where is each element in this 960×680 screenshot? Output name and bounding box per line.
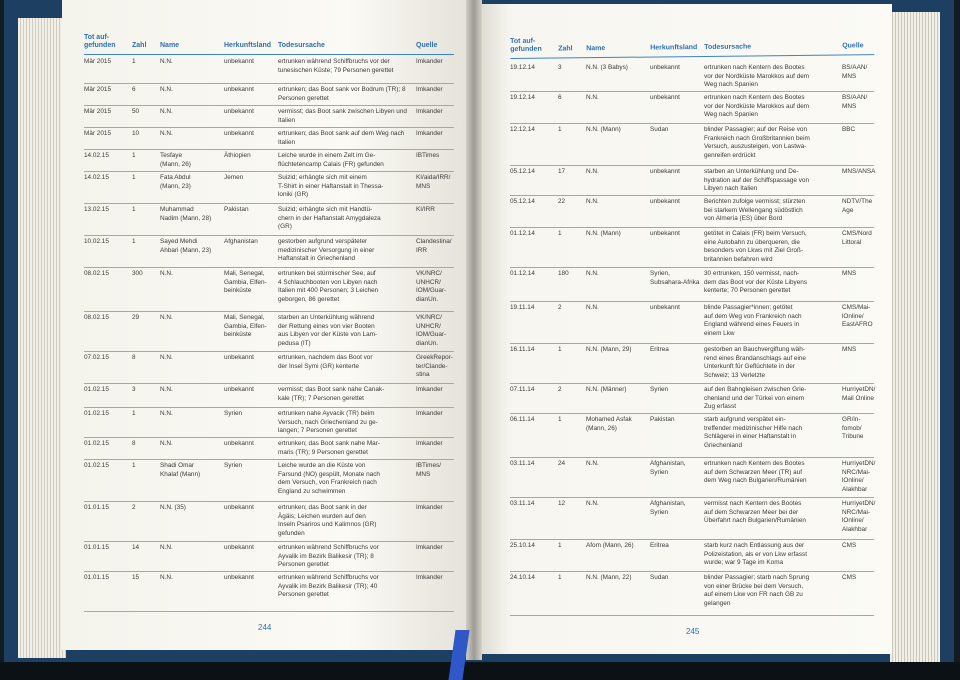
cell-date: 03.11.14	[510, 460, 535, 467]
cell-source: NDTV/The Age	[842, 198, 873, 214]
cell-date: Mär 2015	[84, 86, 111, 93]
book-gutter	[466, 0, 482, 660]
cell-number: 24	[558, 460, 566, 467]
cell-date: 01.02.15	[84, 440, 109, 447]
cell-date: 10.02.15	[84, 238, 109, 245]
cell-origin: Jemen	[224, 174, 244, 181]
cell-origin: unbekannt	[224, 544, 254, 551]
cell-number: 2	[132, 504, 136, 511]
cell-cause: ertrunken; das Boot sank in der Ägäis; Leichen wurden auf den Inseln Psariros und Kalimnos (GR) gefunden	[278, 504, 377, 537]
cell-cause: 30 ertrunken, 150 vermisst, nach- dem das Boot vor der Küste Libyens kenterte; 70 Personen gerettet	[704, 270, 808, 295]
cell-source: BBC	[842, 126, 856, 133]
cell-source: CMS	[842, 574, 857, 581]
table-row	[84, 268, 454, 312]
cell-cause: ertrunken nach Kentern des Bootes vor der Nordküste Marokkos auf dem Weg nach Spanien	[704, 64, 810, 89]
cell-source: CMS	[842, 542, 857, 549]
cell-source: MNS	[842, 270, 857, 277]
cell-source: IBTimes	[416, 152, 440, 159]
cell-source: KI/aida/IRR/ MNS	[416, 174, 451, 190]
cell-number: 1	[132, 152, 136, 159]
cell-source: IBTimes/ MNS	[416, 462, 441, 478]
cell-origin: Syrien, Subsahara-Afrika	[650, 270, 700, 286]
cell-cause: vermisst; das Boot sank zwischen Libyen und Italien	[278, 108, 407, 124]
cell-number: 8	[132, 440, 136, 447]
table-row	[84, 150, 454, 172]
cell-date: 07.02.15	[84, 354, 109, 361]
cell-date: 12.12.14	[510, 126, 535, 133]
cell-date: 01.02.15	[84, 410, 109, 417]
header-name: Name	[160, 42, 180, 49]
header-date: Tot auf- gefunden	[84, 34, 116, 49]
cell-date: 03.11.14	[510, 500, 535, 507]
cell-origin: unbekannt	[224, 386, 254, 393]
cell-cause: starb aufgrund verspätet ein- treffender medizinischer Hilfe nach Schlägerei in einer Haftanstalt in Griechenland	[704, 416, 803, 449]
cell-cause: ertrunken, nachdem das Boot vor der Insel Symi (GR) kenterte	[278, 354, 373, 370]
cell-number: 12	[558, 500, 566, 507]
cell-origin: Eritrea	[650, 542, 669, 549]
header-number: Zahl	[558, 45, 573, 53]
cell-date: 01.12.14	[510, 230, 535, 237]
cell-date: 14.02.15	[84, 152, 109, 159]
cell-origin: unbekannt	[224, 86, 254, 93]
cell-source: Imkander	[416, 108, 443, 115]
right-page	[478, 4, 892, 654]
header-date: Tot auf- gefunden	[510, 37, 542, 53]
cell-date: 06.11.14	[510, 416, 535, 423]
table-row	[510, 166, 874, 196]
cell-number: 3	[558, 64, 562, 71]
cell-source: BS/AAN/ MNS	[842, 64, 868, 80]
cell-cause: Berichten zufolge vermisst; stürzten bei starkem Wellengang südöstlich von Almería (ES) über Bord	[704, 198, 806, 223]
cell-number: 17	[558, 168, 566, 175]
table-row	[84, 438, 454, 460]
cell-origin: unbekannt	[650, 94, 680, 101]
table-row	[84, 236, 454, 268]
cell-cause: starben an Unterkühlung während der Rettung eines von vier Booten aus Libyen vor der Küste von Lam- pedusa (IT)	[278, 314, 378, 347]
table-row	[510, 124, 874, 166]
table-row	[84, 502, 454, 542]
table-row	[510, 414, 874, 458]
cell-source: BS/AAN/ MNS	[842, 94, 868, 110]
cell-number: 2	[558, 386, 562, 393]
cell-source: VK/NRC/ UNHCR/ IOM/Guar- dianUn.	[416, 314, 447, 347]
cell-number: 1	[558, 126, 562, 133]
cell-cause: getötet in Calais (FR) beim Versuch, eine Autobahn zu überqueren, die besonders von Lkws mit Ziel Groß- britannien befahren wird	[704, 230, 807, 263]
cell-name: N.N. (Mann, 29)	[586, 346, 632, 353]
cell-cause: ertrunken nach Kentern des Bootes auf dem Schwarzen Meer (TR) auf dem Weg nach Bulgarien/Rumänien	[704, 460, 807, 485]
cell-name: N.N.	[160, 354, 173, 361]
cell-number: 1	[132, 410, 136, 417]
cell-date: Mär 2015	[84, 130, 111, 137]
cell-name: N.N.	[160, 270, 173, 277]
header-origin: Herkunftsland	[224, 42, 272, 49]
cell-name: N.N. (Mann)	[586, 230, 621, 237]
cell-number: 1	[132, 58, 136, 65]
header-number: Zahl	[132, 42, 147, 49]
table-row	[510, 62, 874, 92]
cell-source: GreekRepor- ter/Clande- stina	[416, 354, 453, 379]
cell-date: 05.12.14	[510, 168, 535, 175]
cell-name: N.N.	[160, 108, 173, 115]
table-row	[84, 56, 454, 84]
header-source: Quelle	[416, 42, 438, 49]
cell-origin: unbekannt	[224, 108, 254, 115]
cell-source: MNS	[842, 346, 857, 353]
cell-name: N.N.	[160, 574, 173, 581]
cell-origin: unbekannt	[224, 504, 254, 511]
cell-origin: Afghanistan, Syrien	[650, 460, 686, 476]
cell-origin: unbekannt	[650, 168, 680, 175]
table-header	[84, 26, 454, 55]
cell-date: 01.01.15	[84, 544, 109, 551]
cell-name: Muhammad Nadim (Mann, 28)	[160, 206, 212, 222]
cell-name: N.N. (35)	[160, 504, 186, 511]
cell-source: Imkander	[416, 410, 443, 417]
cell-source: Imkander	[416, 130, 443, 137]
cell-number: 14	[132, 544, 140, 551]
cell-date: 13.02.15	[84, 206, 109, 213]
cell-number: 1	[132, 206, 136, 213]
cell-date: 08.02.15	[84, 314, 109, 321]
page-number: 245	[686, 627, 700, 636]
cell-name: Fata Abdul (Mann, 23)	[160, 174, 191, 190]
table-surface	[0, 662, 960, 680]
cell-number: 29	[132, 314, 140, 321]
cell-number: 1	[132, 462, 136, 469]
cell-origin: Äthiopien	[224, 152, 251, 159]
cell-cause: ertrunken nach Kentern des Bootes vor der Nordküste Marokkos auf dem Weg nach Spanien	[704, 94, 810, 119]
cell-number: 22	[558, 198, 566, 205]
cell-origin: unbekannt	[224, 130, 254, 137]
cell-source: CMS/Nord Littoral	[842, 230, 872, 246]
cell-date: 01.02.15	[84, 462, 109, 469]
cell-date: 01.02.15	[84, 386, 109, 393]
cell-number: 10	[132, 130, 140, 137]
cell-name: N.N.	[160, 58, 173, 65]
cell-name: N.N.	[160, 386, 173, 393]
cell-date: 25.10.14	[510, 542, 535, 549]
cell-source: HurriyetDN/ NRC/Mai- lOnline/ Alakhbar	[842, 500, 876, 533]
header-name: Name	[586, 45, 606, 53]
cell-date: 01.12.14	[510, 270, 535, 277]
cell-name: N.N.	[586, 168, 599, 175]
cell-number: 50	[132, 108, 140, 115]
cell-cause: Suizid; erhängte sich mit einem T-Shirt in einer Haftanstalt in Thessa- loniki (GR)	[278, 174, 384, 199]
cell-name: N.N.	[586, 198, 599, 205]
cell-number: 1	[558, 416, 562, 423]
cell-source: Imkander	[416, 58, 443, 65]
cell-cause: starb kurz nach Entlassung aus der Polizeistation, als er von Lkw erfasst wurde; war 9 Tage im Koma	[704, 542, 808, 567]
cell-date: 16.11.14	[510, 346, 535, 353]
cell-origin: unbekannt	[650, 198, 680, 205]
cell-cause: Suizid; erhängte sich mit Handtü- chern in der Haftanstalt Amygdaleza (GR)	[278, 206, 381, 231]
cell-cause: ertrunken; das Boot sank vor Bodrum (TR); 8 Personen gerettet	[278, 86, 406, 102]
cell-cause: Leiche wurde an die Küste von Farsund (NO) gespült, Monate nach dem Versuch, von Frankreich nach England zu schwimmen	[278, 462, 380, 495]
right-page-edges	[890, 12, 940, 662]
table-row	[84, 572, 454, 612]
cell-origin: unbekannt	[224, 58, 254, 65]
cell-cause: gestorben an Bauchvergiftung wäh- rend eines Brandanschlags auf eine Unterkunft für Geflüchtete in der Schweiz; 13 Verletzte	[704, 346, 806, 379]
cell-cause: ertrunken während Schiffbruchs vor Ayvalik im Bezirk Balikesir (TR); 40 Personen gerettet	[278, 574, 379, 599]
cell-number: 3	[132, 386, 136, 393]
cell-date: Mär 2015	[84, 108, 111, 115]
cell-source: KI/IRR	[416, 206, 435, 213]
cell-cause: ertrunken während Schiffbruchs vor der tunesischen Küste; 79 Personen gerettet	[278, 58, 394, 74]
cell-name: Afom (Mann, 26)	[586, 542, 634, 549]
cell-name: N.N.	[586, 94, 599, 101]
cell-source: HurriyetDN/ Mail Online	[842, 386, 876, 402]
cell-date: 01.01.15	[84, 504, 109, 511]
cell-source: VK/NRC/ UNHCR/ IOM/Guar- dianUn.	[416, 270, 447, 303]
cell-origin: unbekannt	[224, 354, 254, 361]
cell-origin: Syrien	[224, 462, 243, 469]
cell-name: N.N. (Mann)	[586, 126, 621, 133]
table-row	[510, 196, 874, 228]
cell-number: 1	[558, 346, 562, 353]
cell-name: Sayed Mehdi Ahbari (Mann, 23)	[160, 238, 212, 254]
table-row	[510, 92, 874, 124]
cell-name: N.N.	[586, 270, 599, 277]
cell-origin: unbekannt	[224, 574, 254, 581]
cell-source: GR/in- fomob/ Tribune	[842, 416, 864, 441]
cell-cause: auf den Bahngleisen zwischen Grie- chenland und der Türkei von einem Zug erfasst	[704, 386, 807, 411]
cell-name: N.N.	[586, 304, 599, 311]
cell-date: 19.12.14	[510, 94, 535, 101]
cell-date: Mär 2015	[84, 58, 111, 65]
cell-source: Imkander	[416, 544, 443, 551]
cell-cause: Leiche wurde in einem Zelt im Ge- flüchtetencamp Calais (FR) gefunden	[278, 152, 384, 168]
cell-number: 1	[558, 574, 562, 581]
cell-source: Imkander	[416, 386, 443, 393]
cell-origin: Afghanistan	[224, 238, 258, 245]
table-row	[84, 542, 454, 572]
cell-date: 19.12.14	[510, 64, 535, 71]
cell-cause: ertrunken bei stürmischer See, auf 4 Schlauchbooten von Libyen nach Italien mit 400 Personen; 3 Leichen geborgen, 86 gerettet	[278, 270, 379, 303]
table-row	[84, 312, 454, 352]
cell-date: 08.02.15	[84, 270, 109, 277]
table-row	[510, 302, 874, 344]
cell-origin: Eritrea	[650, 346, 669, 353]
cell-name: N.N.	[160, 86, 173, 93]
cell-name: Mohamed Asfak (Mann, 26)	[586, 416, 632, 432]
table-row	[84, 408, 454, 438]
table-row	[84, 352, 454, 384]
cell-source: Imkander	[416, 504, 443, 511]
cell-date: 05.12.14	[510, 198, 535, 205]
header-source: Quelle	[842, 42, 864, 50]
cell-cause: starben an Unterkühlung und De- hydration auf der Schiffspassage von Libyen nach Italien	[704, 168, 810, 193]
cell-cause: vermisst; das Boot sank nahe Canak- kale (TR); 7 Personen gerettet	[278, 386, 385, 402]
cell-origin: Syrien	[224, 410, 243, 417]
cell-name: N.N. (3 Babys)	[586, 64, 628, 71]
cell-origin: unbekannt	[650, 64, 680, 71]
table-row	[84, 128, 454, 150]
cell-source: Imkander	[416, 574, 443, 581]
cell-date: 01.01.15	[84, 574, 109, 581]
cell-name: N.N.	[160, 410, 173, 417]
table-row	[510, 572, 874, 616]
cell-name: N.N.	[160, 130, 173, 137]
cell-source: Clandestina/ IRR	[416, 238, 452, 254]
table-row	[84, 384, 454, 408]
cell-number: 2	[558, 304, 562, 311]
cell-origin: Pakistan	[650, 416, 675, 423]
cell-cause: ertrunken; das Boot sank nahe Mar- maris (TR); 9 Personen gerettet	[278, 440, 380, 456]
cell-name: N.N. (Männer)	[586, 386, 627, 393]
cell-name: N.N.	[586, 460, 599, 467]
cell-number: 180	[558, 270, 569, 277]
cell-number: 1	[132, 174, 136, 181]
cell-number: 1	[558, 230, 562, 237]
cell-number: 300	[132, 270, 143, 277]
cell-date: 24.10.14	[510, 574, 535, 581]
cell-origin: unbekannt	[650, 230, 680, 237]
cell-origin: unbekannt	[650, 304, 680, 311]
table-row	[510, 540, 874, 572]
table-row	[510, 268, 874, 302]
table-row	[84, 204, 454, 236]
header-cause: Todesursache	[704, 43, 752, 51]
cell-source: HurriyetDN/ NRC/Mai- lOnline/ Alakhbar	[842, 460, 876, 493]
table-row	[84, 460, 454, 502]
table-row	[510, 344, 874, 384]
cell-origin: Sudan	[650, 574, 669, 581]
header-origin: Herkunftsland	[650, 44, 698, 52]
table-row	[84, 172, 454, 204]
cell-source: MNS/ANSA	[842, 168, 876, 175]
cell-name: N.N.	[160, 544, 173, 551]
cell-cause: vermisst nach Kentern des Bootes auf dem Schwarzen Meer bei der Überfahrt nach Bulgarien/Rumänien	[704, 500, 806, 525]
cell-origin: Syrien	[650, 386, 669, 393]
cell-number: 1	[132, 238, 136, 245]
cell-cause: blinde Passagier*innen; getötet auf dem Weg von Frankreich nach England während eines Feuers in einem Lkw	[704, 304, 802, 337]
cell-origin: Afghanistan, Syrien	[650, 500, 686, 516]
table-header	[510, 26, 874, 59]
cell-date: 07.11.14	[510, 386, 535, 393]
cell-name: Shadi Omar Khalaf (Mann)	[160, 462, 201, 478]
cell-number: 8	[132, 354, 136, 361]
table-row	[510, 458, 874, 498]
table-row	[510, 384, 874, 414]
cell-cause: gestorben aufgrund verspäteter medizinischer Versorgung in einer Haftanstalt in Griechenland	[278, 238, 375, 263]
cell-source: CMS/Mai- lOnline/ EastAFRO	[842, 304, 873, 329]
cell-origin: Mali, Senegal, Gambia, Elfen- beinküste	[224, 270, 267, 295]
table-row	[84, 106, 454, 128]
cell-origin: Sudan	[650, 126, 669, 133]
cell-name: N.N. (Mann, 22)	[586, 574, 632, 581]
cell-source: Imkander	[416, 440, 443, 447]
cell-number: 6	[132, 86, 136, 93]
header-cause: Todesursache	[278, 42, 325, 49]
cell-number: 6	[558, 94, 562, 101]
cell-name: N.N.	[586, 500, 599, 507]
cell-cause: blinder Passagier; auf der Reise von Frankreich nach Großbritannien beim Versuch, auszusteigen, von Lastwa- genreifen erdrückt	[704, 126, 810, 159]
cell-source: Imkander	[416, 86, 443, 93]
cell-name: Tesfaye (Mann, 26)	[160, 152, 191, 168]
cell-cause: blinder Passagier; starb nach Sprung von einer Brücke bei dem Versuch, auf einem Lkw von FR nach GB zu gelangen	[704, 574, 810, 607]
cell-number: 15	[132, 574, 140, 581]
cell-cause: ertrunken; das Boot sank auf dem Weg nach Italien	[278, 130, 405, 146]
table-row	[84, 84, 454, 106]
cell-date: 14.02.15	[84, 174, 109, 181]
left-page	[62, 0, 472, 650]
cell-cause: ertrunken während Schiffbruchs vor Ayvalik im Bezirk Balikesir (TR); 8 Personen gerettet	[278, 544, 379, 569]
cell-cause: ertrunken nahe Ayvacik (TR) beim Versuch, nach Griechenland zu ge- langen; 7 Personen gerettet	[278, 410, 378, 435]
cell-name: N.N.	[160, 314, 173, 321]
cell-date: 19.11.14	[510, 304, 535, 311]
cell-origin: unbekannt	[224, 440, 254, 447]
cell-origin: Pakistan	[224, 206, 249, 213]
left-page-edges	[18, 18, 66, 658]
table-row	[510, 498, 874, 540]
cell-origin: Mali, Senegal, Gambia, Elfen- beinküste	[224, 314, 267, 339]
cell-number: 1	[558, 542, 562, 549]
page-number: 244	[258, 623, 272, 632]
cell-name: N.N.	[160, 440, 173, 447]
table-row	[510, 228, 874, 268]
